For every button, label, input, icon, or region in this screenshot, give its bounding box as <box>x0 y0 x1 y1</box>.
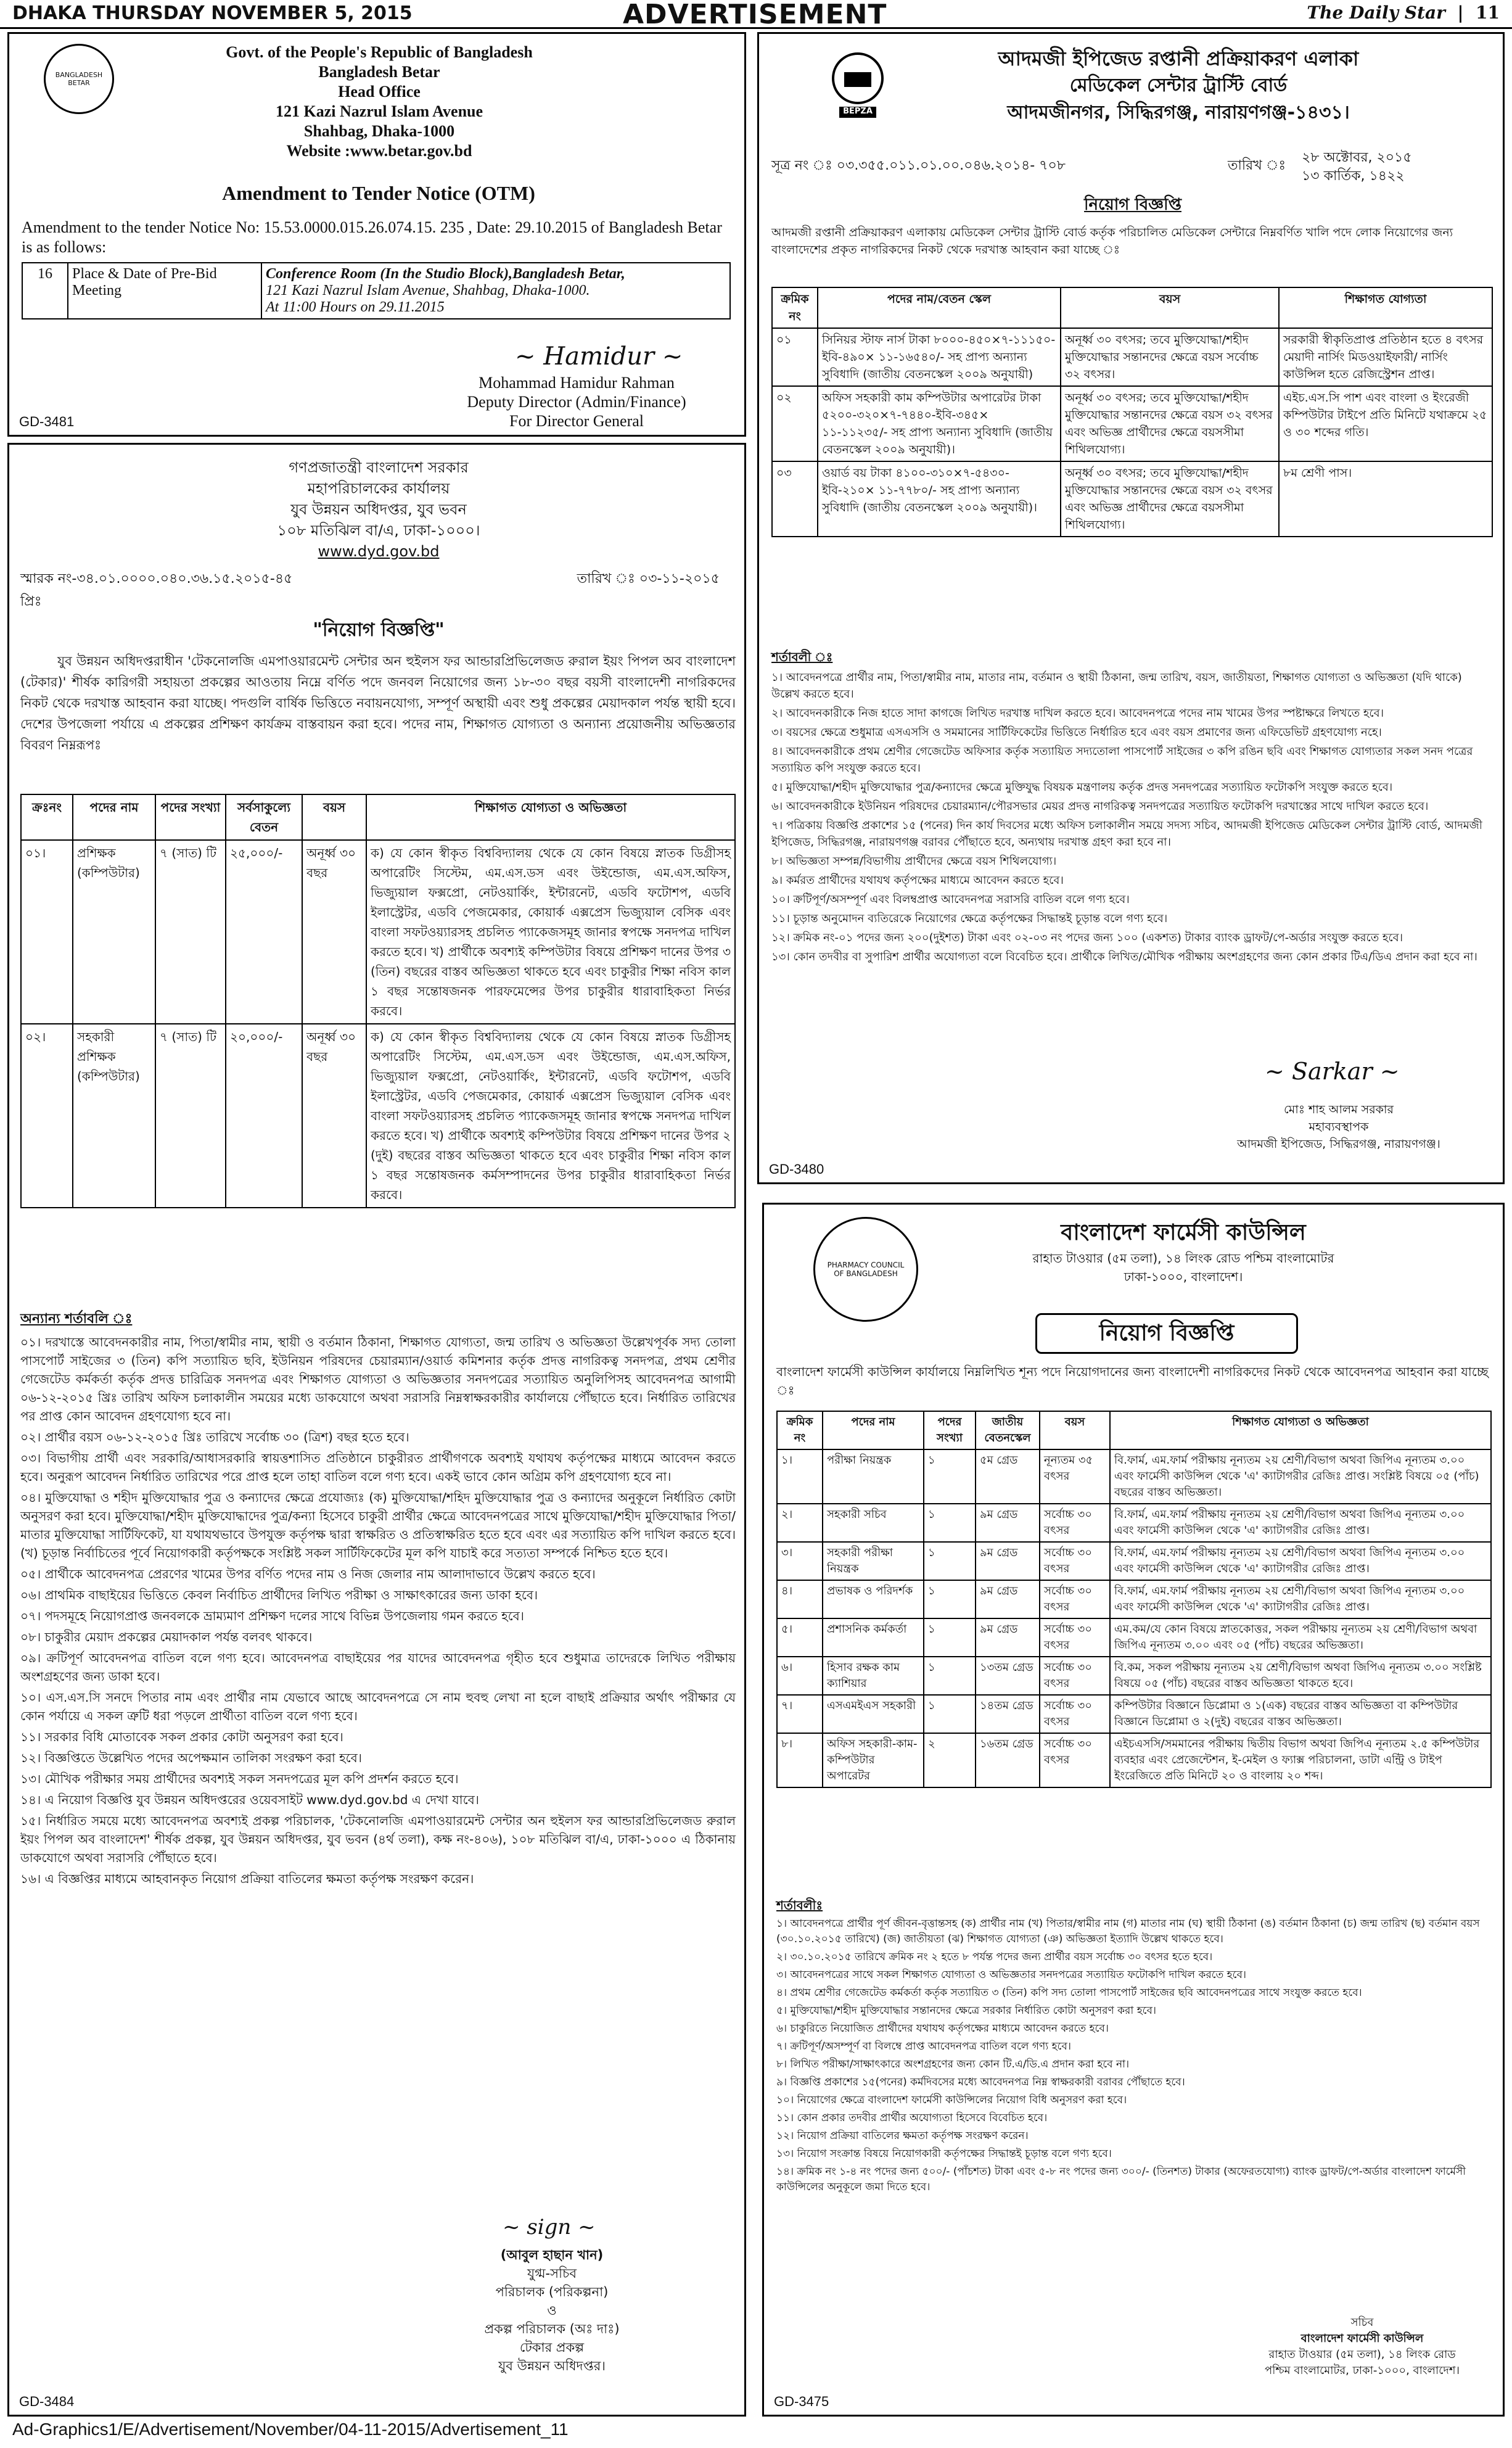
condition-item: ৯। কর্মরত প্রার্থীদের যথাযথ কর্তৃপক্ষের মাধ্যমে আবেদন করতে হবে। <box>771 874 1064 887</box>
pharmacy-emblem-icon: PHARMACY COUNCIL OF BANGLADESH <box>813 1217 918 1322</box>
pharmacy-conditions <box>776 1916 1492 2198</box>
betar-gd-code: GD-3481 <box>19 414 75 429</box>
table-row: ০৩ ওয়ার্ড বয় টাকা ৪১০০-৩১০×৭-৫৪৩০-ইবি-২১০× ১১-৭৭৮০/- সহ প্রাপ্য অন্যান্য সুবিধাদি (জাতীয় বেতনস্কেল ২০০৯ অনুযায়ী)। অনূর্ধ্ব ৩০ বৎসর; তবে মুক্তিযোদ্ধা/শহীদ মুক্তিযোদ্ধার সন্তানদের ক্ষেত্রে বয়স ৩২ বৎসর এবং অভিজ্ঞ প্রার্থীদের ক্ষেত্রে বয়সসীমা শিথিলযোগ্য। ৮ম শ্রেণী পাস। <box>772 461 1492 537</box>
condition-item: ১৩। নিয়োগ সংক্রান্ত বিষয়ে নিয়োগকারী কর্তৃপক্ষের সিদ্ধান্তই চূড়ান্ত বলে গণ্য হবে। <box>776 2148 1112 2160</box>
table-row: ০২ অফিস সহকারী কাম কম্পিউটার অপারেটর টাকা ৫২০০-৩২০×৭-৭৪৪০-ইবি-৩৪৫× ১১-১১২৩৫/- সহ প্রাপ্য অন্যান্য সুবিধাদি (জাতীয় বেতনস্কেল ২০০৯ অনুযায়ী)। অনূর্ধ্ব ৩০ বৎসর; তবে মুক্তিযোদ্ধা/শহীদ মুক্তিযোদ্ধার সন্তানদের ক্ষেত্রে বয়স ৩২ বৎসর এবং অভিজ্ঞ প্রার্থীদের ক্ষেত্রে বয়সসীমা শিথিলযোগ্য। এইচ.এস.সি পাশ এবং বাংলা ও ইংরেজী কম্পিউটার টাইপে প্রতি মিনিটে যথাক্রমে ২৫ ও ৩০ শব্দের গতি। <box>772 386 1492 461</box>
condition-item: ০৫। প্রার্থীকে আবেদনপত্র প্রেরণের খামের উপর বর্ণিত পদের নাম ও নিজ জেলার নাম আলাদাভাবে উল্লেখ করতে হবে। <box>20 1567 596 1581</box>
pharmacy-ad <box>762 1203 1505 2417</box>
section-title: ADVERTISEMENT <box>623 0 887 30</box>
table-row: ৮। অফিস সহকারী-কাম-কম্পিউটার অপারেটর ২ ১৬তম গ্রেড সর্বোচ্চ ৩০ বৎসর এইচএসসি/সমমানের পরীক্ষায় দ্বিতীয় বিভাগ অথবা জিপিএ নূন্যতম ২.৫ কম্পিউটার ব্যবহার এবং প্রেজেন্টেশন, ই-মেইল ও ফ্যাক্স পরিচালনা, ডাটা এন্ট্রি ও টাইপ ইংরেজিতে প্রতি মিনিটে ২০ ও বাংলায় ২০ শব্দ। <box>777 1733 1491 1787</box>
bepza-heading: নিয়োগ বিজ্ঞপ্তি <box>1084 196 1181 214</box>
table-row: ৪। প্রভাষক ও পরিদর্শক ১ ৯ম গ্রেড সর্বোচ্চ ৩০ বৎসর বি.ফার্ম, এম.ফার্ম পরীক্ষায় নূন্যতম ২য় শ্রেণী/বিভাগ অথবা জিপিএ নূন্যতম ৩.০০ এবং ফার্মেসী কাউন্সিল থেকে 'এ' ক্যাটাগরীর রেজিঃ প্রাপ্ত। <box>777 1580 1491 1618</box>
betar-signatory: Mohammad Hamidur Rahman Deputy Director (Admin/Finance) For Director General <box>467 374 686 430</box>
condition-item: ০৮। চাকুরীর মেয়াদ প্রকল্পের মেয়াদকাল পর্যন্ত বলবৎ থাকবে। <box>20 1630 313 1644</box>
table-row: ১। পরীক্ষা নিয়ন্ত্রক ১ ৫ম গ্রেড নূন্যতম ৩৫ বৎসর বি.ফার্ম, এম.ফার্ম পরীক্ষায় নূন্যতম ২য় শ্রেণী/বিভাগ অথবা জিপিএ নূন্যতম ৩.০০ এবং ফার্মেসী কাউন্সিল থেকে 'এ' ক্যাটাগরীর রেজিঃ প্রাপ্ত। সংশ্লিষ্ট বিষয়ে ০৫ (পাঁচ) বছরের বাস্তব অভিজ্ঞতা। <box>777 1449 1491 1504</box>
condition-item: ১। আবেদনপত্রে প্রার্থীর নাম, পিতা/স্বামীর নাম, মাতার নাম, বর্তমান ও স্থায়ী ঠিকানা, জন্ম তারিখ, বয়স, জাতীয়তা, শিক্ষাগত যোগ্যতা ও অভিজ্ঞতা (যদি থাকে) উল্লেখ করতে হবে। <box>771 671 1462 701</box>
pharmacy-letterhead: বাংলাদেশ ফার্মেসী কাউন্সিল রাহাত টাওয়ার (৫ম তলা), ১৪ লিংক রোড পশ্চিম বাংলামোটর ঢাকা-১০০০, বাংলাদেশ। <box>1032 1220 1334 1284</box>
table-row: ০১ সিনিয়র স্টাফ নার্স টাকা ৮০০০-৪৫০×৭-১১১৫০-ইবি-৪৯০× ১১-১৬৫৪০/- সহ প্রাপ্য অন্যান্য সুবিধাদি (জাতীয় বেতনস্কেল ২০০৯ অনুযায়ী) অনূর্ধ্ব ৩০ বৎসর; তবে মুক্তিযোদ্ধা/শহীদ মুক্তিযোদ্ধার সন্তানদের ক্ষেত্রে বয়স সর্বোচ্চ ৩২ বৎসর। সরকারী স্বীকৃতিপ্রাপ্ত প্রতিষ্ঠান হতে ৪ বৎসর মেয়াদী নার্সিং মিডওয়াইফারী/ নার্সিং কাউন্সিল হতে রেজিস্ট্রেশন প্রাপ্ত। <box>772 328 1492 386</box>
condition-item: ৫। মুক্তিযোদ্ধা/শহীদ মুক্তিযোদ্ধার সন্তানদের ক্ষেত্রে সরকার নির্ধারিত কোটা অনুসরণ করা হবে। <box>776 2005 1156 2017</box>
condition-item: ০১। দরখাস্তে আবেদনকারীর নাম, পিতা/স্বামীর নাম, স্থায়ী ও বর্তমান ঠিকানা, শিক্ষাগত যোগ্যতা, জন্ম তারিখ ও অভিজ্ঞতা উল্লেখপূর্বক সদ্য তোলা পাসপোর্ট সাইজের ৩ (তিন) কপি সত্যায়িত ছবি, ইউনিয়ন পরিষদের চেয়ারম্যান/ওয়ার্ড কমিশনার কর্তৃক প্রদত্ত নাগরিকত্ব সনদপত্র, প্রথম শ্রেণীর গেজেটেড কর্মকর্তা কর্তৃক প্রদত্ত চারিত্রিক সনদপত্র এবং শিক্ষাগত যোগ্যতা ও অভিজ্ঞতার সনদপত্রের সত্যায়িত অনুলিপিসহ আবেদনপত্র আগামী ০৬-১২-২০১৫ খ্রিঃ তারিখ অফিস চলাকালীন সময়ের মধ্যে ডাকযোগে অথবা সরাসরি নিম্নস্বাক্ষরকারীর কার্যালয়ে পৌঁছাতে হবে। নির্ধারিত তারিখের পর প্রাপ্ত কোন আবেদন গ্রহণযোগ্য হবে না। <box>20 1335 736 1424</box>
table-row: ০১। প্রশিক্ষক (কম্পিউটার) ৭ (সাত) টি ২৫,০০০/- অনূর্ধ্ব ৩০ বছর ক) যে কোন স্বীকৃত বিশ্ববিদ্যালয় থেকে যে কোন বিষয়ে স্নাতক ডিগ্রীসহ অপারেটিং সিস্টেম, এম.এস.ডস এবং উইন্ডোজ, এম.এস.অফিস, ভিজ্যুয়াল ফক্সপ্রো, নেটওয়ার্কিং, ইন্টারনেট, এডবি ফটোশপ, এডবি ইলাস্ট্রেটর, এডবি পেজমেকার, কোয়ার্ক এক্সপ্রেস ভিজ্যুয়াল বেসিক এবং বাংলা সফটওয়্যারসহ প্রচলিত প্যাকেজসমূহ জানার স্বপক্ষে সনদপত্র দাখিল করতে হবে। খ) প্রার্থীকে অবশ্যই কম্পিউটার বিষয়ে প্রশিক্ষণ দানের উপর ৩ (তিন) বছরের বাস্তব অভিজ্ঞতা থাকতে হবে এবং চাকুরীর শিক্ষা নবিস কাল ১ বছর সন্তোষজনক পারফমেন্সের উপর চাকুরীর ধারাবাহিকতা নির্ভর করবে। <box>21 840 735 1024</box>
bepza-signatory: মোঃ শাহ আলম সরকার মহাব্যবস্থাপক আদমজী ইপিজেড, সিদ্ধিরগঞ্জ, নারায়ণগঞ্জ। <box>1237 1103 1440 1151</box>
pharmacy-intro: বাংলাদেশ ফার্মেসী কাউন্সিল কার্যালয়ে নিম্নলিখিত শূন্য পদে নিয়োগদানের জন্য বাংলাদেশী নাগরিকদের নিকট থেকে আবেদনপত্র আহবান করা যাচ্ছে ঃ <box>776 1364 1489 1398</box>
condition-item: ০৯। ক্রটিপূর্ণ আবেদনপত্র বাতিল বলে গণ্য হবে। আবেদনপত্র বাছাইয়ের পর যাদের আবেদনপত্র গৃহীত হবে শুধুমাত্র তাদেরকে লিখিত পরীক্ষায় অংশগ্রহণের জন্য ডাকা হবে। <box>20 1651 736 1684</box>
condition-item: ১৩। কোন তদবীর বা সুপারিশ প্রার্থীর অযোগ্যতা বলে বিবেচিত হবে। প্রার্থীকে লিখিত/মৌখিক পরীক্ষায় অংশগ্রহণের জন্য কোন প্রকার টিএ/ডিএ প্রদান করা হবে না। <box>771 950 1477 963</box>
bepza-letterhead: আদমজী ইপিজেড রপ্তানী প্রক্রিয়াকরণ এলাকা মেডিকেল সেন্টার ট্রাস্টি বোর্ড আদমজীনগর, সিদ্ধিরগঞ্জ, নারায়ণগঞ্জ-১৪৩১। <box>998 47 1359 123</box>
dyd-cond-title: অন্যান্য শর্তাবলি ঃ <box>20 1311 133 1327</box>
condition-item: ৬। চাকুরিতে নিয়োজিত প্রার্থীদের যথাযথ কর্তৃপক্ষের মাধ্যমে আবেদন করতে হবে। <box>776 2022 1109 2035</box>
condition-item: ১৬। এ বিজ্ঞপ্তির মাধ্যমে আহবানকৃত নিয়োগ প্রক্রিয়া বাতিলের ক্ষমতা কর্তৃপক্ষ সংরক্ষণ করেন। <box>20 1871 474 1886</box>
dyd-signatory: (আবুল হাছান খান) যুগ্ম-সচিব পরিচালক (পরিকল্পনা) ও প্রকল্প পরিচালক (অঃ দাঃ) টেকার প্রকল্প যুব উন্নয়ন অধিদপ্তর। <box>484 2248 620 2373</box>
condition-item: ৩। আবেদনপত্রের সাথে সকল শিক্ষাগত যোগ্যতা ও অভিজ্ঞতার সনদপত্রের সত্যায়িত ফটোকপি দাখিল করতে হবে। <box>776 1969 1246 1981</box>
pharmacy-signatory: সচিব বাংলাদেশ ফার্মেসী কাউন্সিল রাহাত টাওয়ার (৫ম তলা), ১৪ লিংক রোড পশ্চিম বাংলামোটর, ঢাকা-১০০০, বাংলাদেশ। <box>1265 2316 1460 2377</box>
dyd-conditions <box>20 1333 736 1890</box>
condition-item: ৪। আবেদনকারীকে প্রথম শ্রেণীর গেজেটেড অফিসার কর্তৃক সত্যায়িত সদ্যতোলা পাসপোর্ট সাইজের ৩ কপি রঙিন ছবি এবং শিক্ষাগত যোগ্যতার সকল সনদ পত্রের সত্যায়িত কপি সংযুক্ত করতে হবে। <box>771 745 1473 775</box>
betar-title: Amendment to Tender Notice (OTM) <box>222 182 535 204</box>
betar-signature: ~ Hamidur ~ <box>515 342 683 371</box>
condition-item: ০৪। মুক্তিযোদ্ধা ও শহীদ মুক্তিযোদ্ধার পুত্র ও কন্যাদের ক্ষেত্রে প্রযোজ্যঃ (ক) মুক্তিযোদ্ধা/শহিদ মুক্তিযোদ্ধার পুত্র ও কন্যাদের অনুকূলে নির্ধারিত কোটা অনুসরণ করা হবে। মুক্তিযোদ্ধা/শহীদ মুক্তিযোদ্ধাদের পুত্র/কন্যা হিসেবে চাকুরী প্রার্থীর ক্ষেত্রে আবেদনপত্রের সাথে মুক্তিযোদ্ধা/শহীদ মুক্তিযোদ্ধার পিতা/মাতার মুক্তিযোদ্ধা সার্টিফিকেট, যা যথাযথভাবে উপযুক্ত কর্তৃপক্ষ দ্বারা স্বাক্ষরিত ও প্রতিস্বাক্ষরিত হতে হবে এবং এর সত্যায়িত কপি দাখিল করতে হবে। (খ) চূড়ান্ত নির্বাচিতের পূর্বে নিয়োগকারী কর্তৃপক্ষকে সংশ্লিষ্ট সকল সার্টিফিকেটের মূল কপি যাচাই করে সত্যতা সম্পর্কে নিশ্চিত হতে হবে। <box>20 1490 736 1560</box>
bepza-ad <box>757 32 1505 1184</box>
dyd-memo: স্মারক নং-৩৪.০১.০০০০.০৪০.৩৬.১৫.২০১৫-৪৫ প্রিঃ <box>20 571 293 609</box>
condition-item: ১৪। এ নিয়োগ বিজ্ঞপ্তি যুব উন্নয়ন অধিদপ্তরের ওয়েবসাইট www.dyd.gov.bd এ দেখা যাবে। <box>20 1792 479 1807</box>
pharmacy-table: ক্রমিক নং পদের নাম পদের সংখ্যা জাতীয় বেতনস্কেল বয়স শিক্ষাগত যোগ্যতা ও অভিজ্ঞতা ১। পরীক্ষা নিয়ন্ত্রক ১ ৫ম গ্রেড নূন্যতম ৩৫ বৎসর বি.ফার্ম, এম.ফার্ম পরীক্ষায় নূন্যতম ২য় শ্রেণী/বিভাগ অথবা জিপিএ নূন্যতম ৩.০০ এবং ফার্মেসী কাউন্সিল থেকে 'এ' ক্যাটাগরীর রেজিঃ প্রাপ্ত। সংশ্লিষ্ট বিষয়ে ০৫ (পাঁচ) বছরের বাস্তব অভিজ্ঞতা। ২। সহকারী সচিব ১ ৯ম গ্রেড সর্বোচ্চ ৩০ বৎসর বি.ফার্ম, এম.ফার্ম পরীক্ষায় নূন্যতম ২য় শ্রেণী/বিভাগ অথবা জিপিএ নূন্যতম ৩.০০ এবং ফার্মেসী কাউন্সিল থেকে 'এ' ক্যাটাগরীর রেজিঃ প্রাপ্ত। ৩। সহকারী পরীক্ষা নিয়ন্ত্রক ১ ৯ম গ্রেড সর্বোচ্চ ৩০ বৎসর বি.ফার্ম, এম.ফার্ম পরীক্ষায় নূন্যতম ২য় শ্রেণী/বিভাগ অথবা জিপিএ নূন্যতম ৩.০০ এবং ফার্মেসী কাউন্সিল থেকে 'এ' ক্যাটাগরীর রেজিঃ প্রাপ্ত। ৪। প্রভাষক ও পরিদর্শক ১ ৯ম গ্রেড সর্বোচ্চ ৩০ বৎসর বি.ফার্ম, এম.ফার্ম পরীক্ষায় নূন্যতম ২য় শ্রেণী/বিভাগ অথবা জিপিএ নূন্যতম ৩.০০ এবং ফার্মেসী কাউন্সিল থেকে 'এ' ক্যাটাগরীর রেজিঃ প্রাপ্ত। ৫। প্রশাসনিক কর্মকর্তা ১ ৯ম গ্রেড সর্বোচ্চ ৩০ বৎসর এম.কম/যে কোন বিষয়ে স্নাতকোত্তর, সকল পরীক্ষায় নূন্যতম ২য় শ্রেণী/বিভাগ অথবা জিপিএ নূন্যতম ৩.০০ এবং ০৫ (পাঁচ) বছরের অভিজ্ঞতা। ৬। হিসাব রক্ষক কাম ক্যাশিয়ার ১ ১৩তম গ্রেড সর্বোচ্চ ৩০ বৎসর বি.কম, সকল পরীক্ষায় নূন্যতম ২য় শ্রেণী/বিভাগ অথবা জিপিএ নূন্যতম ৩.০০ সংশ্লিষ্ট বিষয়ে ০৫ (পাঁচ) বছরের বাস্তব অভিজ্ঞতা থাকতে হবে। ৭। এসএমইএস সহকারী ১ ১৪তম গ্রেড সর্বোচ্চ ৩০ বৎসর কম্পিউটার বিজ্ঞানে ডিপ্লোমা ও ১(এক) বছরের বাস্তব অভিজ্ঞতা বা কম্পিউটার বিজ্ঞানে ডিপ্লোমা ও ২(দুই) বছরের বাস্তব অভিজ্ঞতা। ৮। অফিস সহকারী-কাম-কম্পিউটার অপারেটর ২ ১৬তম গ্রেড সর্বোচ্চ ৩০ বৎসর এইচএসসি/সমমানের পরীক্ষায় দ্বিতীয় বিভাগ অথবা জিপিএ নূন্যতম ২.৫ কম্পিউটার ব্যবহার এবং প্রেজেন্টেশন, ই-মেইল ও ফ্যাক্স পরিচালনা, ডাটা এন্ট্রি ও টাইপ ইংরেজিতে প্রতি মিনিটে ২০ ও বাংলায় ২০ শব্দ। <box>776 1411 1492 1788</box>
condition-item: ১১। সরকার বিধি মোতাবেক সকল প্রকার কোটা অনুসরণ করা হবে। <box>20 1729 343 1744</box>
condition-item: ৯। বিজ্ঞপ্তি প্রকাশের ১৫(পনের) কর্মদিবসের মধ্যে আবেদনপত্র নিম্ন স্বাক্ষরকারী বরাবর পৌঁছাতে হবে। <box>776 2076 1185 2088</box>
condition-item: ৩। বয়সের ক্ষেত্রে শুধুমাত্র এসএসসি ও সমমানের সার্টিফিকেটের ভিত্তিতে নির্ধারিত হবে এবং বয়স প্রমাণের জন্য এফিডেভিট গ্রহণযোগ্য নহে। <box>771 726 1382 739</box>
bepza-gd-code: GD-3480 <box>769 1161 824 1177</box>
pharmacy-gd-code: GD-3475 <box>774 2394 829 2409</box>
condition-item: ৫। মুক্তিযোদ্ধা/শহীদ মুক্তিযোদ্ধার পুত্র/কন্যাদের ক্ষেত্রে মুক্তিযুদ্ধ বিষয়ক মন্ত্রণালয় কর্তৃক প্রদত্ত সনদপত্রের সত্যায়িত ফটোকপি সংযুক্ত করতে হবে। <box>771 781 1393 794</box>
condition-item: ১০। নিয়োগের ক্ষেত্রে বাংলাদেশ ফার্মেসী কাউন্সিলের নিয়োগ বিধি অনুসরণ করা হবে। <box>776 2094 1127 2106</box>
dyd-signature: ~ sign ~ <box>503 2215 596 2240</box>
condition-item: ৮। অভিজ্ঞতা সম্পন্ন/বিভাগীয় প্রার্থীদের ক্ষেত্রে বয়স শিথিলযোগ্য। <box>771 855 1057 868</box>
dyd-letterhead: গণপ্রজাতন্ত্রী বাংলাদেশ সরকার মহাপরিচালকের কার্যালয় যুব উন্নয়ন অধিদপ্তর, যুব ভবন ১০৮ মতিঝিল বা/এ, ঢাকা-১০০০। www.dyd.gov.bd <box>277 459 480 560</box>
bepza-cond-title: শর্তাবলী ঃ <box>771 649 833 664</box>
page-header <box>0 0 1512 29</box>
table-row: ৭। এসএমইএস সহকারী ১ ১৪তম গ্রেড সর্বোচ্চ ৩০ বৎসর কম্পিউটার বিজ্ঞানে ডিপ্লোমা ও ১(এক) বছরের বাস্তব অভিজ্ঞতা বা কম্পিউটার বিজ্ঞানে ডিপ্লোমা ও ২(দুই) বছরের বাস্তব অভিজ্ঞতা। <box>777 1695 1491 1733</box>
masthead: The Daily Star | 11 <box>1307 2 1500 23</box>
dyd-ad <box>7 443 746 2417</box>
condition-item: ১। আবেদনপত্রে প্রার্থীর পূর্ণ জীবন-বৃত্তান্তসহ (ক) প্রার্থীর নাম (খ) পিতার/স্বামীর নাম (গ) মাতার নাম (ঘ) স্থায়ী ঠিকানা (ঙ) বর্তমান ঠিকানা (চ) জন্ম তারিখ (ছ) বর্তমান বয়স (৩০.১০.২০১৫ তারিখে) (জ) জাতীয়তা (ঝ) শিক্ষাগত যোগ্যতা (ঞ) অভিজ্ঞতা ইত্যাদি উল্লেখ থাকতে হবে। <box>776 1918 1480 1945</box>
betar-emblem-icon: BANGLADESH BETAR <box>44 44 114 114</box>
table-row: ২। সহকারী সচিব ১ ৯ম গ্রেড সর্বোচ্চ ৩০ বৎসর বি.ফার্ম, এম.ফার্ম পরীক্ষায় নূন্যতম ২য় শ্রেণী/বিভাগ অথবা জিপিএ নূন্যতম ৩.০০ এবং ফার্মেসী কাউন্সিল থেকে 'এ' ক্যাটাগরীর রেজিঃ প্রাপ্ত। <box>777 1504 1491 1542</box>
condition-item: ৪। প্রথম শ্রেণীর গেজেটেড কর্মকর্তা কর্তৃক সত্যায়িত ৩ (তিন) কপি সদ্য তোলা পাসপোর্ট সাইজের ছবি আবেদনপত্রের সাথে সংযুক্ত করতে হবে। <box>776 1987 1362 1999</box>
condition-item: ০২। প্রার্থীর বয়স ০৬-১২-২০১৫ খ্রিঃ তারিখে সর্বোচ্চ ৩০ (ত্রিশ) বছর হতে হবে। <box>20 1430 409 1444</box>
condition-item: ২। আবেদনকারীকে নিজ হাতে সাদা কাগজে লিখিত দরখাস্ত দাখিল করতে হবে। আবেদনপত্রে পদের নাম খামের উপর স্পষ্টাক্ষরে লিখতে হবে। <box>771 707 1384 720</box>
condition-item: ১২। ক্রমিক নং-০১ পদের জন্য ২০০(দুইশত) টাকা এবং ০২-০৩ নং পদের জন্য ১০০ (একশত) টাকার ব্যাংক ড্রাফট/পে-অর্ডার সংযুক্ত করতে হবে। <box>771 931 1403 944</box>
condition-item: ৬। আবেদনকারীকে ইউনিয়ন পরিষদের চেয়ারম্যান/পৌরসভার মেয়র প্রদত্ত নাগরিকত্ব সনদপত্রের সত্যায়িত ফটোকপি দরখাস্তের সাথে দাখিল করতে হবে। <box>771 800 1429 813</box>
table-row: ৩। সহকারী পরীক্ষা নিয়ন্ত্রক ১ ৯ম গ্রেড সর্বোচ্চ ৩০ বৎসর বি.ফার্ম, এম.ফার্ম পরীক্ষায় নূন্যতম ২য় শ্রেণী/বিভাগ অথবা জিপিএ নূন্যতম ৩.০০ এবং ফার্মেসী কাউন্সিল থেকে 'এ' ক্যাটাগরীর রেজিঃ প্রাপ্ত। <box>777 1542 1491 1580</box>
bepza-date: ২৮ অক্টোবর, ২০১৫ ১৩ কার্তিক, ১৪২২ <box>1302 150 1412 184</box>
condition-item: ০৭। পদসমূহে নিয়োগপ্রাপ্ত জনবলকে ভ্রাম্যমাণ প্রশিক্ষণ দলের সাথে বিভিন্ন উপজেলায় গমন করতে হবে। <box>20 1609 524 1623</box>
bepza-table: ক্রমিক নং পদের নাম/বেতন স্কেল বয়স শিক্ষাগত যোগ্যতা ০১ সিনিয়র স্টাফ নার্স টাকা ৮০০০-৪৫০×৭-১১১৫০-ইবি-৪৯০× ১১-১৬৫৪০/- সহ প্রাপ্য অন্যান্য সুবিধাদি (জাতীয় বেতনস্কেল ২০০৯ অনুযায়ী) অনূর্ধ্ব ৩০ বৎসর; তবে মুক্তিযোদ্ধা/শহীদ মুক্তিযোদ্ধার সন্তানদের ক্ষেত্রে বয়স সর্বোচ্চ ৩২ বৎসর। সরকারী স্বীকৃতিপ্রাপ্ত প্রতিষ্ঠান হতে ৪ বৎসর মেয়াদী নার্সিং মিডওয়াইফারী/ নার্সিং কাউন্সিল হতে রেজিস্ট্রেশন প্রাপ্ত। ০২ অফিস সহকারী কাম কম্পিউটার অপারেটর টাকা ৫২০০-৩২০×৭-৭৪৪০-ইবি-৩৪৫× ১১-১১২৩৫/- সহ প্রাপ্য অন্যান্য সুবিধাদি (জাতীয় বেতনস্কেল ২০০৯ অনুযায়ী)। অনূর্ধ্ব ৩০ বৎসর; তবে মুক্তিযোদ্ধা/শহীদ মুক্তিযোদ্ধার সন্তানদের ক্ষেত্রে বয়স ৩২ বৎসর এবং অভিজ্ঞ প্রার্থীদের ক্ষেত্রে বয়সসীমা শিথিলযোগ্য। এইচ.এস.সি পাশ এবং বাংলা ও ইংরেজী কম্পিউটার টাইপে প্রতি মিনিটে যথাক্রমে ২৫ ও ৩০ শব্দের গতি। ০৩ ওয়ার্ড বয় টাকা ৪১০০-৩১০×৭-৫৪৩০-ইবি-২১০× ১১-৭৭৮০/- সহ প্রাপ্য অন্যান্য সুবিধাদি (জাতীয় বেতনস্কেল ২০০৯ অনুযায়ী)। অনূর্ধ্ব ৩০ বৎসর; তবে মুক্তিযোদ্ধা/শহীদ মুক্তিযোদ্ধার সন্তানদের ক্ষেত্রে বয়স ৩২ বৎসর এবং অভিজ্ঞ প্রার্থীদের ক্ষেত্রে বয়সসীমা শিথিলযোগ্য। ৮ম শ্রেণী পাস। <box>771 287 1493 537</box>
betar-table: 16 Place & Date of Pre-Bid Meeting Conference Room (In the Studio Block),Bangladesh Betar, 121 Kazi Nazrul Islam Avenue, Shahbag, Dhaka-1000. At 11:00 Hours on 29.11.2015 <box>22 262 731 319</box>
condition-item: ৭। ক্রটিপূর্ণ/অসম্পূর্ণ বা বিলম্বে প্রাপ্ত আবেদনপত্র বাতিল বলে গণ্য হবে। <box>776 2040 1071 2053</box>
condition-item: ১০। ক্রটিপূর্ণ/অসম্পূর্ণ এবং বিলম্বপ্রাপ্ত আবেদনপত্র সরাসরি বাতিল বলে গণ্য হবে। <box>771 893 1130 906</box>
dyd-gd-code: GD-3484 <box>19 2394 75 2409</box>
dyd-intro: যুব উন্নয়ন অধিদপ্তরাধীন 'টেকনোলজি এমপাওয়ারমেন্ট সেন্টার অন হুইলস ফর আন্ডারপ্রিভিলেজড রুরাল ইয়ং পিপল অব বাংলাদেশ (টেকার)' শীর্ষক কারিগরী সহায়তা প্রকল্পের আওতায় নিম্নে বর্ণিত পদে জনবল নিয়োগের জন্য ১৮-৩০ বছর বয়সী বাংলাদেশী নাগরিকদের নিকট থেকে দরখাস্ত আহবান করা যাচ্ছে। পদগুলি বার্ষিক ভিত্তিতে নবায়নযোগ্য, সম্পূর্ণ অস্থায়ী এবং শুধু প্রকল্পের মেয়াদকাল পর্যন্ত স্থায়ী হবে। দেশের উপজেলা পর্যায়ে এ প্রকল্পের প্রশিক্ষণ কার্যক্রম বাস্তবায়ন করা হবে। পদের নাম, শিক্ষাগত যোগ্যতা ও অন্যান্য প্রয়োজনীয় অভিজ্ঞতার বিবরণ নিম্নরূপঃ <box>20 654 736 752</box>
bepza-date-label: তারিখ ঃ <box>1228 158 1286 173</box>
dyd-heading: "নিয়োগ বিজ্ঞপ্তি" <box>313 619 445 641</box>
betar-ad <box>7 32 746 437</box>
bepza-intro: আদমজী রপ্তানী প্রক্রিয়াকরণ এলাকায় মেডিকেল সেন্টার ট্রাস্টি বোর্ড কর্তৃক পরিচালিত মেডিকেল সেন্টারে নিম্নবর্ণিত খালি পদে লোক নিয়োগের জন্য বাংলাদেশের প্রকৃত নাগরিকদের নিকট থেকে দরখাস্ত আহবান করা যাচ্ছে ঃ <box>771 226 1453 257</box>
page-footer: Ad-Graphics1/E/Advertisement/November/04-11-2015/Advertisement_11 <box>12 2420 569 2439</box>
condition-item: ১১। চূড়ান্ত অনুমোদন ব্যতিরেকে নিয়োগের ক্ষেত্রে কর্তৃপক্ষের সিদ্ধান্তই চূড়ান্ত বলে গণ্য হবে। <box>771 912 1168 925</box>
condition-item: ১২। নিয়োগ প্রক্রিয়া বাতিলের ক্ষমতা কর্তৃপক্ষ সংরক্ষণ করেন। <box>776 2130 1029 2142</box>
bepza-memo: সূত্র নং ঃ ০৩.৩৫৫.০১১.০১.০০.০৪৬.২০১৪- ৭০৮ <box>771 158 1066 173</box>
bepza-conditions <box>771 669 1493 968</box>
table-row: ০২। সহকারী প্রশিক্ষক (কম্পিউটার) ৭ (সাত) টি ২০,০০০/- অনূর্ধ্ব ৩০ বছর ক) যে কোন স্বীকৃত বিশ্ববিদ্যালয় থেকে যে কোন বিষয়ে স্নাতক ডিগ্রীসহ অপারেটিং সিস্টেম, এম.এস.ডস এবং উইন্ডোজ, এম.এস.অফিস, ভিজ্যুয়াল ফক্সপ্রো, নেটওয়ার্কিং, ইন্টারনেট, এডবি ফটোশপ, এডবি ইলাস্ট্রেটর, এডবি পেজমেকার, কোয়ার্ক এক্সপ্রেস ভিজ্যুয়াল বেসিক এবং বাংলা সফটওয়্যারসহ প্রচলিত প্যাকেজসমূহ জানার স্বপক্ষে সনদপত্র দাখিল করতে হবে। খ) প্রার্থীকে অবশ্যই কম্পিউটার বিষয়ে প্রশিক্ষণ দানের উপর ২ (দুই) বছরের বাস্তব অভিজ্ঞতা থাকতে হবে এবং চাকুরীর শিক্ষা নবিস কাল ১ বছর সন্তোষজনক কর্মসম্পাদনের উপর চাকুরীর ধারাবাহিকতা নির্ভর করবে। <box>21 1024 735 1208</box>
dyd-date: তারিখ ঃ ০৩-১১-২০১৫ <box>577 571 720 587</box>
table-row: ৫। প্রশাসনিক কর্মকর্তা ১ ৯ম গ্রেড সর্বোচ্চ ৩০ বৎসর এম.কম/যে কোন বিষয়ে স্নাতকোত্তর, সকল পরীক্ষায় নূন্যতম ২য় শ্রেণী/বিভাগ অথবা জিপিএ নূন্যতম ৩.০০ এবং ০৫ (পাঁচ) বছরের অভিজ্ঞতা। <box>777 1618 1491 1657</box>
condition-item: ০৬। প্রাথমিক বাছাইয়ের ভিত্তিতে কেবল নির্বাচিত প্রার্থীদের লিখিত পরীক্ষা ও সাক্ষাৎকারের জন্য ডাকা হবে। <box>20 1588 538 1602</box>
condition-item: ১৩। মৌখিক পরীক্ষার সময় প্রার্থীদের অবশ্যই সকল সনদপত্রের মূল কপি প্রদর্শন করতে হবে। <box>20 1771 459 1786</box>
dateline: DHAKA THURSDAY NOVEMBER 5, 2015 <box>12 2 413 24</box>
bepza-signature: ~ Sarkar ~ <box>1265 1058 1400 1085</box>
condition-item: ২। ৩০.১০.২০১৫ তারিখে ক্রমিক নং ২ হতে ৮ পর্যন্ত পদের জন্য প্রার্থীর বয়স সর্বোচ্চ ৩০ বৎসর হতে হবে। <box>776 1951 1213 1963</box>
betar-letterhead: Govt. of the People's Republic of Bangladesh Bangladesh Betar Head Office 121 Kazi Nazrul Islam Avenue Shahbag, Dhaka-1000 Website :www.betar.gov.bd <box>226 43 533 160</box>
condition-item: ৭। পত্রিকায় বিজ্ঞপ্তি প্রকাশের ১৫ (পনের) দিন কার্য দিবসের মধ্যে অফিস চলাকালীন সময়ে সদস্য সচিব, আদমজী ইপিজেড মেডিকেল সেন্টার ট্রাস্টি বোর্ড, আদমজী ইপিজেড, সিদ্ধিরগঞ্জ, নারায়ণগঞ্জ বরাবর পৌঁছাতে হবে, অন্যথায় দরখাস্ত গ্রহণ করা হবে না। <box>771 819 1482 849</box>
dyd-table: ক্রঃনং পদের নাম পদের সংখ্যা সর্বসাকুল্যে বেতন বয়স শিক্ষাগত যোগ্যতা ও অভিজ্ঞতা ০১। প্রশিক্ষক (কম্পিউটার) ৭ (সাত) টি ২৫,০০০/- অনূর্ধ্ব ৩০ বছর ক) যে কোন স্বীকৃত বিশ্ববিদ্যালয় থেকে যে কোন বিষয়ে স্নাতক ডিগ্রীসহ অপারেটিং সিস্টেম, এম.এস.ডস এবং উইন্ডোজ, এম.এস.অফিস, ভিজ্যুয়াল ফক্সপ্রো, নেটওয়ার্কিং, ইন্টারনেট, এডবি ফটোশপ, এডবি ইলাস্ট্রেটর, এডবি পেজমেকার, কোয়ার্ক এক্সপ্রেস ভিজ্যুয়াল বেসিক এবং বাংলা সফটওয়্যারসহ প্রচলিত প্যাকেজসমূহ জানার স্বপক্ষে সনদপত্র দাখিল করতে হবে। খ) প্রার্থীকে অবশ্যই কম্পিউটার বিষয়ে প্রশিক্ষণ দানের উপর ৩ (তিন) বছরের বাস্তব অভিজ্ঞতা থাকতে হবে এবং চাকুরীর শিক্ষা নবিস কাল ১ বছর সন্তোষজনক পারফমেন্সের উপর চাকুরীর ধারাবাহিকতা নির্ভর করবে। ০২। সহকারী প্রশিক্ষক (কম্পিউটার) ৭ (সাত) টি ২০,০০০/- অনূর্ধ্ব ৩০ বছর ক) যে কোন স্বীকৃত বিশ্ববিদ্যালয় থেকে যে কোন বিষয়ে স্নাতক ডিগ্রীসহ অপারেটিং সিস্টেম, এম.এস.ডস এবং উইন্ডোজ, এম.এস.অফিস, ভিজ্যুয়াল ফক্সপ্রো, নেটওয়ার্কিং, ইন্টারনেট, এডবি ফটোশপ, এডবি ইলাস্ট্রেটর, এডবি পেজমেকার, কোয়ার্ক এক্সপ্রেস ভিজ্যুয়াল বেসিক এবং বাংলা সফটওয়্যারসহ প্রচলিত প্যাকেজসমূহ জানার স্বপক্ষে সনদপত্র দাখিল করতে হবে। খ) প্রার্থীকে অবশ্যই কম্পিউটার বিষয়ে প্রশিক্ষণ দানের উপর ২ (দুই) বছরের বাস্তব অভিজ্ঞতা থাকতে হবে এবং চাকুরীর শিক্ষা নবিস কাল ১ বছর সন্তোষজনক কর্মসম্পাদনের উপর চাকুরীর ধারাবাহিকতা নির্ভর করবে। <box>20 794 736 1208</box>
table-row: ৬। হিসাব রক্ষক কাম ক্যাশিয়ার ১ ১৩তম গ্রেড সর্বোচ্চ ৩০ বৎসর বি.কম, সকল পরীক্ষায় নূন্যতম ২য় শ্রেণী/বিভাগ অথবা জিপিএ নূন্যতম ৩.০০ সংশ্লিষ্ট বিষয়ে ০৫ (পাঁচ) বছরের বাস্তব অভিজ্ঞতা থাকতে হবে। <box>777 1657 1491 1695</box>
bepza-logo-icon: BEPZA <box>821 47 895 122</box>
condition-item: ১২। বিজ্ঞপ্তিতে উল্লেখিত পদের অপেক্ষমান তালিকা সংরক্ষণ করা হবে। <box>20 1750 362 1765</box>
pharmacy-cond-title: শর্তাবলীঃ <box>776 1898 823 1913</box>
condition-item: ১১। কোন প্রকার তদবীর প্রার্থীর অযোগ্যতা হিসেবে বিবেচিত হবে। <box>776 2112 1048 2124</box>
condition-item: ৮। লিখিত পরীক্ষা/সাক্ষাৎকারে অংশগ্রহণের জন্য কোন টি.এ/ডি.এ প্রদান করা হবে না। <box>776 2058 1130 2071</box>
condition-item: ১৪। ক্রমিক নং ১-৪ নং পদের জন্য ৫০০/- (পাঁচশত) টাকা এবং ৫-৮ নং পদের জন্য ৩০০/- (তিনশত) টাকার (অফেরতযোগ্য) ব্যাংক ড্রাফট/পে-অর্ডার বাংলাদেশ ফার্মেসী কাউন্সিলের অনুকূলে জমা দিতে হবে। <box>776 2166 1466 2193</box>
condition-item: ০৩। বিভাগীয় প্রার্থী এবং সরকারি/আধাসরকারি স্বায়ত্তশাসিত প্রতিষ্ঠানে চাকুরীরত প্রার্থীগণকে অবশ্যই যথাযথ কর্তৃপক্ষের মাধ্যমে আবেদন করতে হবে। অনুরূপ আবেদন নির্ধারিত তারিখের পরে প্রাপ্ত হলে তাহা বাতিল বলে গণ্য হবে। একই ভাবে কোন অগ্রিম কপি গ্রহণযোগ্য হবে না। <box>20 1451 736 1484</box>
betar-intro: Amendment to the tender Notice No: 15.53.0000.015.26.074.15. 235 , Date: 29.10.2015 of Bangladesh Betar is as follows: <box>22 218 722 256</box>
condition-item: ১০। এস.এস.সি সনদে পিতার নাম এবং প্রার্থীর নাম যেভাবে আছে আবেদনপত্রে সে নাম হুবহু লেখা না হলে বাছাই প্রক্রিয়ার অর্থাৎ পরীক্ষার যে কোন পর্যায়ে এ সকল ত্রুটি ধরা পড়লে প্রার্থীতা বাতিল বলে গণ্য হবে। <box>20 1690 736 1723</box>
condition-item: ১৫। নির্ধারিত সময়ে মধ্যে আবেদনপত্র অবশ্যই প্রকল্প পরিচালক, 'টেকনোলজি এমপাওয়ারমেন্ট সেন্টার অন হুইলস ফর আন্ডারপ্রিভিলেজড রুরাল ইয়ং পিপল অব বাংলাদেশ' শীর্ষক প্রকল্প, যুব উন্নয়ন অধিদপ্তর, যুব ভবন (৪র্থ তলা), কক্ষ নং-৪০৬), ১০৮ মতিঝিল বা/এ, ঢাকা-১০০০ এ ঠিকানায় ডাকযোগে অথবা সরাসরি পৌঁছাতে হবে। <box>20 1813 736 1865</box>
pharmacy-heading: নিয়োগ বিজ্ঞপ্তি <box>1035 1313 1298 1354</box>
